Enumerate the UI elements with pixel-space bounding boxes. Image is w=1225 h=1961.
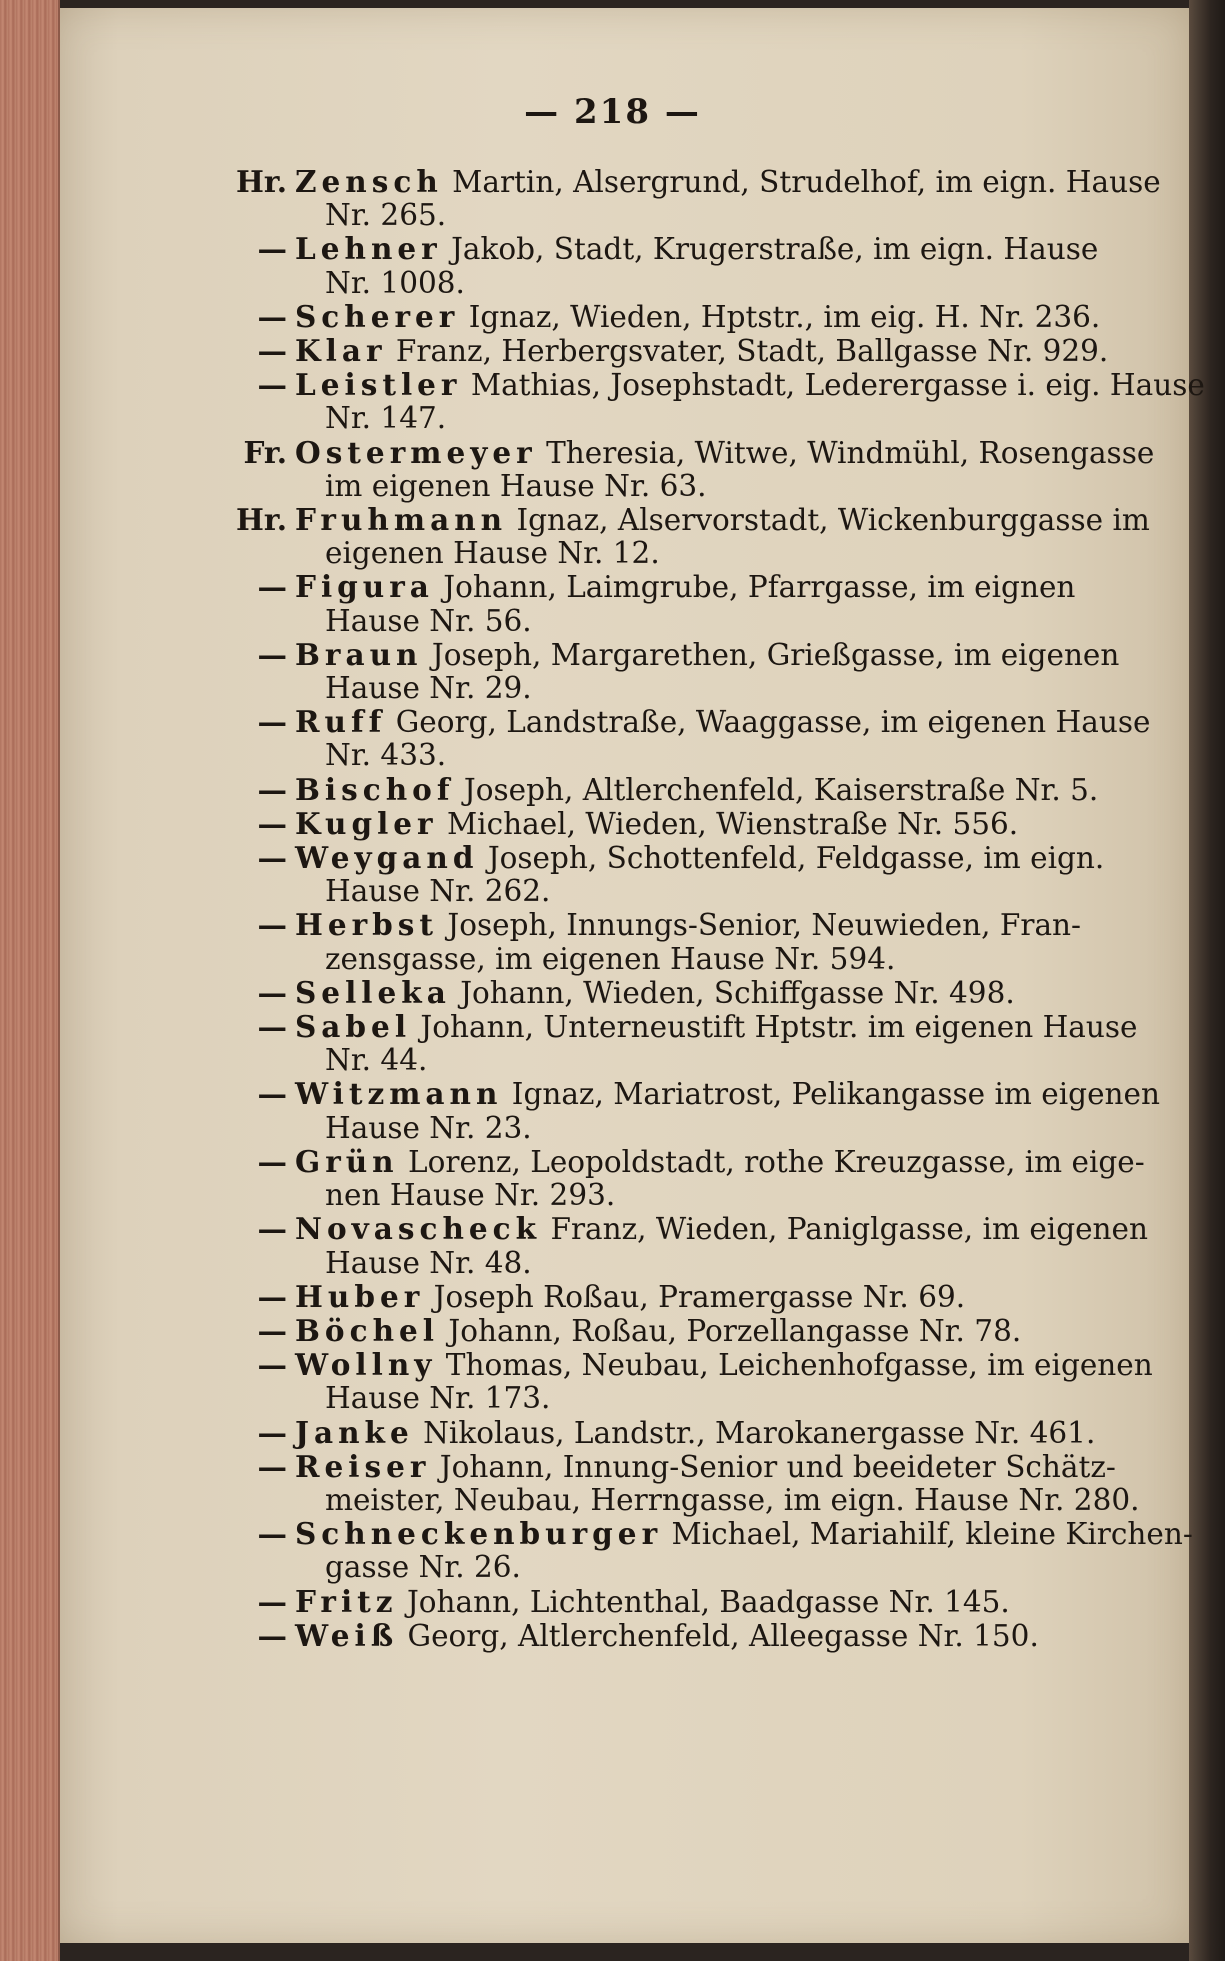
entry-surname: Sabel [295, 1009, 412, 1045]
directory-entry [225, 908, 1175, 975]
entry-details: Theresia, Witwe, Windmühl, Rosengasse [536, 435, 1155, 470]
entry-details: Joseph Roßau, Pramergasse Nr. 69. [424, 1279, 966, 1314]
binding-shadow [1189, 0, 1225, 1961]
entry-details: Franz, Herbergsvater, Stadt, Ballgasse Nr. 929. [386, 334, 1109, 369]
entry-prefix: — [257, 771, 287, 807]
directory-entry [225, 1212, 1175, 1279]
directory-entry [225, 232, 1175, 299]
entry-prefix: — [257, 1009, 287, 1045]
entry-prefix: — [257, 1583, 287, 1619]
entry-prefix: — [257, 231, 287, 267]
entry-surname: Fruhmann [295, 502, 508, 538]
directory-entry [225, 807, 1175, 841]
entry-details: Georg, Landstraße, Waaggasse, im eigenen Hause [386, 705, 1151, 740]
entry-details: Nikolaus, Landstr., Marokanergasse Nr. 461. [413, 1415, 1096, 1450]
page-number-header: — 218 — [524, 92, 701, 132]
directory-entry [225, 1145, 1175, 1212]
page-edge [0, 0, 60, 1961]
entry-details: Ignaz, Alservorstadt, Wickenburggasse im [507, 503, 1150, 538]
entry-surname: Lehner [295, 231, 442, 267]
entry-details: Joseph, Margarethen, Grießgasse, im eigenen [422, 637, 1120, 672]
entry-surname: Ostermeyer [295, 434, 537, 470]
entry-prefix: — [257, 298, 287, 334]
directory-entry [225, 1516, 1193, 1585]
entry-continuation: Hause Nr. 23. [325, 1110, 532, 1145]
entry-continuation: im eigenen Hause Nr. 63. [325, 468, 707, 503]
entry-prefix: — [257, 569, 287, 605]
entry-prefix: — [257, 1076, 287, 1112]
directory-entry [225, 1450, 1175, 1517]
entry-surname: Witzmann [295, 1076, 503, 1112]
directory-entry [225, 503, 1175, 570]
entry-surname: Ruff [295, 704, 387, 740]
entry-continuation: Nr. 44. [325, 1043, 428, 1078]
entry-details: Jakob, Stadt, Krugerstraße, im eign. Hause [441, 232, 1099, 267]
directory-entry [225, 1619, 1175, 1653]
directory-entry [225, 1077, 1175, 1144]
entry-prefix: — [257, 1278, 287, 1314]
entry-prefix: — [257, 333, 287, 369]
directory-entry [225, 1416, 1175, 1450]
entry-details: Johann, Roßau, Porzellangasse Nr. 78. [439, 1313, 1022, 1348]
entry-details: Martin, Alsergrund, Strudelhof, im eign. Hause [442, 165, 1161, 199]
entry-prefix: — [257, 1448, 287, 1484]
entry-details: Ignaz, Mariatrost, Pelikangasse im eigenen [502, 1077, 1160, 1112]
entry-prefix: Fr. [243, 434, 287, 470]
directory-entry [225, 334, 1175, 368]
directory-entry [225, 1314, 1175, 1348]
entry-continuation: Hause Nr. 29. [325, 671, 532, 706]
directory-entry [225, 773, 1175, 807]
entry-surname: Bischof [295, 771, 455, 807]
entry-prefix: — [257, 1516, 287, 1552]
entry-prefix: — [257, 636, 287, 672]
entry-prefix: — [257, 367, 287, 403]
entry-details: Mathias, Josephstadt, Lederergasse i. eig. Hause [461, 368, 1205, 403]
directory-entry [225, 705, 1175, 772]
entry-prefix: Hr. [236, 164, 287, 199]
directory-entry [225, 1280, 1175, 1314]
directory-entry [225, 976, 1175, 1010]
entry-surname: Grün [295, 1143, 399, 1179]
entry-details: Johann, Lichtenthal, Baadgasse Nr. 145. [397, 1584, 1010, 1619]
entry-surname: Reiser [295, 1448, 431, 1484]
entry-details: Johann, Innung-Senior und beeideter Schätz- [430, 1449, 1116, 1484]
entry-details: Johann, Wieden, Schiffgasse Nr. 498. [450, 975, 1015, 1010]
entry-prefix: — [257, 704, 287, 740]
entry-continuation: Nr. 1008. [325, 265, 465, 300]
directory-entry [225, 436, 1175, 503]
entry-continuation: Hause Nr. 48. [325, 1245, 532, 1280]
entry-surname: Leistler [295, 367, 462, 403]
directory-entry [225, 638, 1175, 705]
entry-continuation: Hause Nr. 173. [325, 1381, 551, 1416]
directory-entry [225, 300, 1175, 334]
entry-details: Joseph, Schottenfeld, Feldgasse, im eign. [478, 841, 1105, 876]
entry-details: Joseph, Innungs-Senior, Neuwieden, Fran- [438, 908, 1081, 943]
directory-entry [225, 1348, 1175, 1415]
entry-prefix: — [257, 1211, 287, 1247]
entry-details: Lorenz, Leopoldstadt, rothe Kreuzgasse, im eige- [398, 1144, 1145, 1179]
entry-surname: Huber [295, 1278, 425, 1314]
entry-details: Johann, Laimgrube, Pfarrgasse, im eignen [433, 570, 1076, 605]
entry-continuation: Nr. 147. [325, 401, 447, 436]
entry-prefix: — [257, 1347, 287, 1383]
entry-surname: Herbst [295, 907, 439, 943]
entry-surname: Weygand [295, 840, 479, 876]
entry-continuation: Nr. 433. [325, 738, 447, 773]
directory-entry [225, 841, 1175, 908]
entry-details: Michael, Wieden, Wienstraße Nr. 556. [437, 806, 1019, 841]
entry-prefix: — [257, 840, 287, 876]
directory-entry [225, 1585, 1175, 1619]
entry-details: Johann, Unterneustift Hptstr. im eigenen Hause [411, 1010, 1138, 1045]
directory-entry [225, 165, 1175, 232]
entry-surname: Fritz [295, 1583, 398, 1619]
entry-details: Georg, Altlerchenfeld, Alleegasse Nr. 150. [398, 1618, 1039, 1653]
entry-details: Joseph, Altlerchenfeld, Kaiserstraße Nr. 5. [454, 772, 1099, 807]
entry-prefix: — [257, 1617, 287, 1653]
entry-continuation: zensgasse, im eigenen Hause Nr. 594. [325, 941, 896, 976]
entry-continuation: gasse Nr. 26. [325, 1550, 521, 1585]
entry-prefix: — [257, 907, 287, 943]
entry-surname: Zensch [295, 164, 443, 199]
entry-surname: Figura [295, 569, 434, 605]
entry-continuation: Hause Nr. 56. [325, 603, 532, 638]
entry-surname: Selleka [295, 974, 451, 1010]
entry-surname: Janke [295, 1414, 414, 1450]
entry-surname: Braun [295, 636, 423, 672]
entry-surname: Schneckenburger [295, 1516, 663, 1552]
entry-surname: Böchel [295, 1312, 439, 1348]
entry-surname: Scherer [295, 298, 460, 334]
entry-prefix: — [257, 805, 287, 841]
entry-prefix: — [257, 1143, 287, 1179]
entry-details: Thomas, Neubau, Leichenhofgasse, im eigenen [436, 1348, 1153, 1383]
entry-surname: Klar [295, 333, 387, 369]
entry-continuation: meister, Neubau, Herrngasse, im eign. Hause Nr. 280. [325, 1482, 1140, 1517]
entry-prefix: — [257, 1312, 287, 1348]
entry-continuation: nen Hause Nr. 293. [325, 1178, 616, 1213]
entry-surname: Kugler [295, 805, 438, 841]
directory-entry [225, 367, 1205, 436]
entry-details: Michael, Mariahilf, kleine Kirchen- [662, 1517, 1193, 1552]
directory-entries [225, 164, 1205, 1653]
entry-continuation: Hause Nr. 262. [325, 874, 551, 909]
entry-continuation: Nr. 265. [325, 198, 447, 233]
entry-surname: Weiß [295, 1617, 399, 1653]
entry-surname: Wollny [295, 1347, 437, 1383]
entry-surname: Novascheck [295, 1211, 542, 1247]
entry-prefix: — [257, 974, 287, 1010]
entry-details: Franz, Wieden, Paniglgasse, im eigenen [541, 1212, 1149, 1247]
directory-entry [225, 570, 1175, 637]
entry-details: Ignaz, Wieden, Hptstr., im eig. H. Nr. 236. [459, 299, 1101, 334]
entry-prefix: — [257, 1414, 287, 1450]
entry-prefix: Hr. [236, 502, 287, 538]
directory-entry [225, 1010, 1175, 1077]
entry-continuation: eigenen Hause Nr. 12. [325, 536, 660, 571]
